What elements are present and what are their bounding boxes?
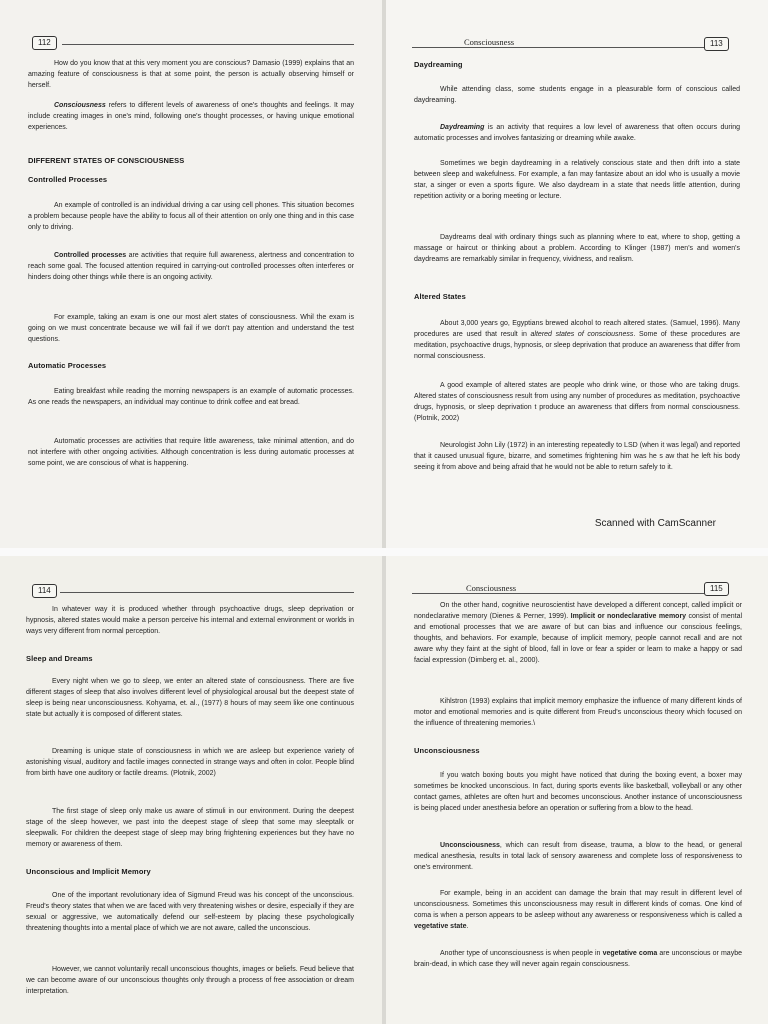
page-112: [0, 0, 382, 548]
heading-controlled-processes: Controlled Processes: [28, 175, 108, 184]
another-text-a: Another type of unconsciousness is when people in: [440, 950, 603, 957]
egypt-paragraph: [414, 318, 740, 362]
heading-automatic-processes: Automatic Processes: [28, 361, 107, 370]
term-vegetative-coma: vegetative coma: [602, 950, 658, 957]
controlled-text: are activities that require full awareness, alertness and concentration to reach some goal. The focused attention required in carrying-out controlled processes often interferes or hinders doing other things while there is an ongoing activity.: [28, 252, 354, 281]
page-113: [386, 0, 768, 548]
kihlstrom-paragraph: Kihlstron (1993) explains that implicit memory emphasize the influence of many different kinds of motor and emotional memories and is quite different from Freud's unconscious theory which focused on the influence of threatening memories.\: [414, 698, 742, 727]
page-number: 113: [704, 37, 729, 51]
running-head: Consciousness: [464, 37, 515, 47]
page-114: [0, 556, 382, 1024]
heading-unconsciousness: Unconsciousness: [414, 746, 480, 755]
first-stage-paragraph: The first stage of sleep only make us aware of stimuli in our environment. During the deepest stage of the sleep however, we past into the deepest stage of sleep that some may sleeptalk or sleepwalk. For children the deepest stage of sleep may bring frightening experiences but they have no memory or awareness of them.: [26, 808, 354, 848]
definition-text: refers to different levels of awareness of one's thoughts and feelings. It may include creating images in one's mind, following one's thought processes, or having unique emotional experiences.: [28, 102, 354, 131]
page-number: 115: [704, 582, 729, 596]
egypt-text-b: . Some of these procedures are meditation, psychoactive drugs, hypnosis, or sleep deprivation that produce an awareness that differ from normal consciousness.: [414, 331, 740, 360]
term-implicit-memory: Implicit or nondeclarative memory: [570, 613, 687, 620]
unconsciousness-text: , which can result from disease, trauma, a blow to the head, or general medical anesthesia, results in total lack of sensory awareness and complete loss of responsiveness to one's environment.: [414, 842, 742, 871]
sometimes-paragraph: Sometimes we begin daydreaming in a relatively conscious state and then drift into a state between sleep and wakefulness. For example, a fan may fantasize about an idol who is usually a movie star, a singer or even a sports figure. We also daydream in a state that needs little attention, during repetition activity or a boring meeting or lecture.: [414, 160, 740, 200]
recall-paragraph: However, we cannot voluntarily recall unconscious thoughts, images or beliefs. Feud believe that we can become aware of our unconscious thoughts only through a process of free association or dream interpretation.: [26, 966, 354, 995]
implicit-text-a: On the other hand, cognitive neuroscientist have developed a different concept, called implicit or nondeclarative memory (Dienes & Perner, 1999).: [414, 602, 742, 620]
heading-unconscious-implicit: Unconscious and Implicit Memory: [26, 867, 151, 876]
scanner-watermark: Scanned with CamScanner: [594, 518, 716, 529]
implicit-memory-paragraph: [414, 600, 742, 666]
header-rule: [60, 592, 354, 593]
freud-paragraph: One of the important revolutionary idea of Sigmund Freud was his concept of the unconscious. Freud's theory states that when we are faced with very threatening wishes or desire, especially if they are sexual or aggressive, we automatically defend our self-esteem by placing these psychologically threatening thoughts into a mental place of which we are not aware, called the unconscious.: [26, 892, 354, 932]
implicit-text-b: consist of mental and emotional processes that we are aware of but can bias and influence our conscious feelings, thoughts, and behaviors. For example, because of implicit memory, people cannot recall and are not aware why they faint at the sight of blood, fall in love or fear a spider or learn to make a happy or sad facial expression (Dimberg et. al., 2000).: [414, 613, 743, 664]
egypt-text-a: About 3,000 years go, Egyptians brewed alcohol to reach altered states. (Samuel, 1996). Many procedures are used that result in: [414, 320, 740, 338]
heading-different-states: DIFFERENT STATES OF CONSCIOUSNESS: [28, 156, 185, 165]
term-unconsciousness: Unconsciousness: [440, 842, 500, 849]
term-controlled-processes: Controlled processes: [54, 252, 127, 259]
term-vegetative-state: vegetative state: [414, 923, 467, 930]
heading-altered-states: Altered States: [414, 292, 466, 301]
ordinary-paragraph: Daydreams deal with ordinary things such as planning where to eat, where to shop, getting a massage or haircut or thinking about a problem. According to Klinger (1987) men's and women's daydreams are remarkably similar in frequency, vividness, and realism.: [414, 234, 740, 263]
page-number: 114: [32, 584, 57, 598]
unconsciousness-definition: [414, 840, 742, 873]
whatever-paragraph: In whatever way it is produced whether through psychoactive drugs, sleep deprivation or hypnosis, altered states would make a person perceive his internal and external environment or worlds in ways very different from normal perception.: [26, 606, 354, 635]
vegetative-coma-paragraph: [414, 948, 742, 970]
automatic-paragraph: Automatic processes are activities that require little awareness, take minimal attention, and do not interfere with other ongoing activities. Although concentration is less during automatic processes at some point, we are conscious of what is happening.: [28, 438, 354, 467]
dreaming-paragraph: Dreaming is unique state of consciousness in which we are asleep but experience variety of astonishing visual, auditory and factile images connected in strange ways and often in color. People blind from birth have one auditory or factile dreams. (Plotnik, 2002): [26, 748, 354, 777]
exam-paragraph: For example, taking an exam is one our most alert states of consciousness. Whil the exam is going on we must concentrate because we will fail if we don't pay attention and understand the test questions.: [28, 314, 354, 343]
controlled-definition: [28, 250, 354, 283]
night-paragraph: Every night when we go to sleep, we enter an altered state of consciousness. There are five different stages of sleep that also involves different level of physiological arousal but the deepest state of sleep is being near unconsciousness. Kohyama, et. al., (1977) 8 hours of may seem like one continuous state but actually it is composed of different states.: [26, 678, 354, 718]
accident-paragraph: [414, 888, 742, 932]
term-daydreaming: Daydreaming: [440, 124, 485, 131]
another-text-b: are unconscious or maybe brain-dead, in which case they will never again regain consciousness.: [414, 950, 742, 968]
term-consciousness: Consciousness: [54, 102, 106, 109]
wine-paragraph: A good example of altered states are people who drink wine, or those who are taking drugs. Altered states of consciousness result from using any number of procedures as meditation, psychoactive drugs, hypnosis, or sleep deprivation t produce an awareness that differs from normal consciousness. (Plotnik, 2002): [414, 382, 740, 422]
header-rule: [62, 44, 354, 45]
breakfast-paragraph: Eating breakfast while reading the morning newspapers is an example of automatic processes. As one reads the newspapers, an individual may continue to drink coffee and eat bread.: [28, 388, 354, 406]
scan-separator: [0, 548, 768, 556]
page-115: [386, 556, 768, 1024]
page-number: 112: [32, 36, 57, 50]
boxing-paragraph: If you watch boxing bouts you might have noticed that during the boxing event, a boxer may sometimes be knocked unconscious. In fact, during sports events like basketball, volleyball or any other contact games, athletes are often hurt and becomes unconscious. Another instance of unconsciousness is being placed under anesthesia before an operation or suffering from a blow to the head.: [414, 772, 742, 812]
controlled-example-paragraph: An example of controlled is an individual driving a car using cell phones. This situation becomes a problem because people have the ability to focus all of their attention on only one thing and in this case only to driving.: [28, 202, 354, 231]
term-altered-states: altered states of consciousness: [530, 331, 634, 338]
intro-paragraph: How do you know that at this very moment you are conscious? Damasio (1999) explains that an amazing feature of consciousness is that at some point, the person is actually observing himself or herself.: [28, 60, 354, 89]
header-rule: [412, 47, 704, 48]
consciousness-definition: [28, 100, 354, 133]
accident-text-a: For example, being in an accident can damage the brain that may result in different level of unconsciousness. Sometimes this unconsciousness may result in different kinds of comas. One kind of coma is when a person appears to be asleep without any awareness or responsiveness which is called a: [414, 890, 742, 919]
heading-daydreaming: Daydreaming: [414, 60, 463, 69]
daydreaming-text: is an activity that requires a low level of awareness that often occurs during automatic processes and involves fantasizing or dreaming while awake.: [414, 124, 740, 142]
running-head: Consciousness: [466, 583, 517, 593]
heading-sleep-dreams: Sleep and Dreams: [26, 654, 93, 663]
header-rule: [412, 593, 706, 594]
lilly-paragraph: Neurologist John Lily (1972) in an interesting repeatedly to LSD (when it was legal) and reported that it caused unusual figure, bizarre, and sometimes frightening him was he s aw that he left his body seeing it from above and being afraid that he would not be able to return safely to it.: [414, 442, 740, 471]
accident-text-b: .: [466, 923, 469, 930]
daydreaming-definition: [414, 122, 740, 144]
class-paragraph: While attending class, some students engage in a pleasurable form of conscious called daydreaming.: [414, 86, 740, 104]
